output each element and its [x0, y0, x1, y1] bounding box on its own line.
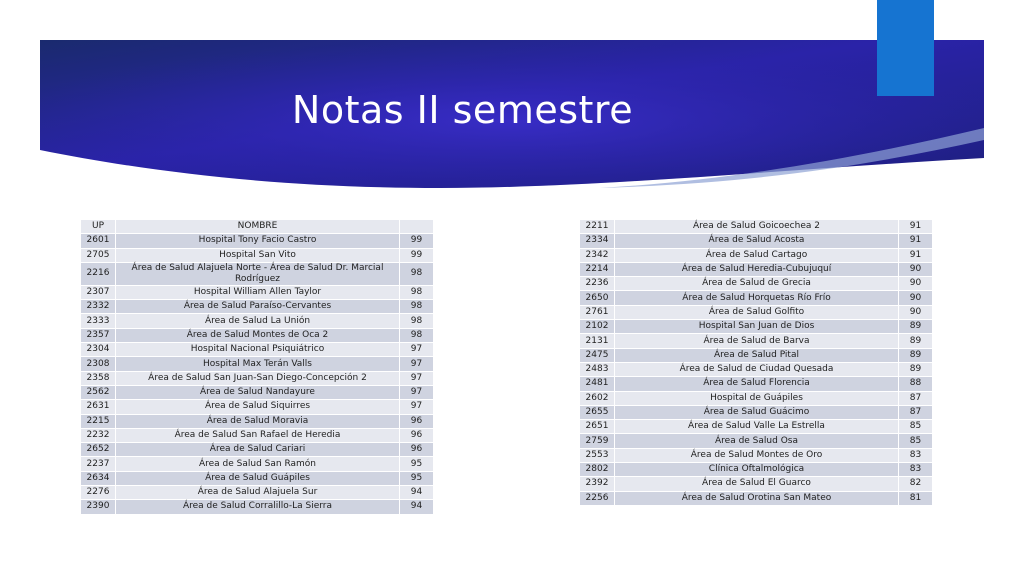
- name-cell: Área de Salud Alajuela Sur: [116, 486, 400, 500]
- table-row: [81, 443, 434, 457]
- up-cell: 2655: [580, 405, 615, 419]
- up-cell: 2232: [81, 428, 116, 442]
- up-cell: 2475: [580, 348, 615, 362]
- grade-cell: 98: [400, 314, 434, 328]
- name-cell: Área de Salud Cartago: [615, 248, 899, 262]
- grade-cell: 90: [899, 305, 933, 319]
- table-row: [580, 434, 933, 448]
- up-cell: 2102: [580, 320, 615, 334]
- table-row: [580, 491, 933, 505]
- grade-cell: 97: [400, 385, 434, 399]
- grade-cell: 89: [899, 362, 933, 376]
- name-cell: Área de Salud Florencia: [615, 377, 899, 391]
- up-cell: 2390: [81, 500, 116, 514]
- up-cell: 2237: [81, 457, 116, 471]
- grade-cell: 94: [400, 500, 434, 514]
- table-row: [580, 377, 933, 391]
- table-row: [580, 477, 933, 491]
- grade-cell: 99: [400, 248, 434, 262]
- table-row: [81, 457, 434, 471]
- table-row: [81, 285, 434, 299]
- grade-cell: 99: [400, 234, 434, 248]
- grade-cell: 90: [899, 277, 933, 291]
- up-cell: 2214: [580, 262, 615, 276]
- grade-cell: 88: [899, 377, 933, 391]
- grade-cell: 85: [899, 420, 933, 434]
- name-cell: Hospital San Juan de Dios: [615, 320, 899, 334]
- grade-cell: 96: [400, 443, 434, 457]
- table-row: [580, 248, 933, 262]
- table-row: [81, 428, 434, 442]
- up-cell: 2631: [81, 400, 116, 414]
- up-cell: 2634: [81, 471, 116, 485]
- grade-cell: 98: [400, 285, 434, 299]
- name-cell: Área de Salud Heredia-Cubujuquí: [615, 262, 899, 276]
- name-cell: Hospital Nacional Psiquiátrico: [116, 343, 400, 357]
- up-cell: 2652: [81, 443, 116, 457]
- table-row: [580, 420, 933, 434]
- up-cell: 2481: [580, 377, 615, 391]
- name-cell: Área de Salud Acosta: [615, 234, 899, 248]
- grade-cell: 94: [400, 486, 434, 500]
- up-cell: 2705: [81, 248, 116, 262]
- table-row: [81, 486, 434, 500]
- table-row: [81, 400, 434, 414]
- up-cell: 2333: [81, 314, 116, 328]
- up-cell: 2392: [580, 477, 615, 491]
- name-cell: Área de Salud Montes de Oca 2: [116, 328, 400, 342]
- grade-cell: 83: [899, 448, 933, 462]
- table-row: [81, 328, 434, 342]
- grade-cell: 97: [400, 343, 434, 357]
- table-row: [81, 262, 434, 285]
- up-cell: 2256: [580, 491, 615, 505]
- grade-cell: 95: [400, 471, 434, 485]
- header-up-cell: UP: [81, 220, 116, 234]
- name-cell: Área de Salud Paraíso-Cervantes: [116, 300, 400, 314]
- table-row: [81, 371, 434, 385]
- name-cell: Área de Salud Orotina San Mateo: [615, 491, 899, 505]
- name-cell: Hospital San Vito: [116, 248, 400, 262]
- grade-cell: 89: [899, 334, 933, 348]
- up-cell: 2553: [580, 448, 615, 462]
- table-header-row: [81, 220, 434, 234]
- up-cell: 2307: [81, 285, 116, 299]
- table-row: [81, 385, 434, 399]
- up-cell: 2334: [580, 234, 615, 248]
- up-cell: 2131: [580, 334, 615, 348]
- grade-cell: 91: [899, 234, 933, 248]
- table-row: [81, 357, 434, 371]
- name-cell: Área de Salud Goicoechea 2: [615, 220, 899, 234]
- up-cell: 2651: [580, 420, 615, 434]
- name-cell: Área de Salud Montes de Oro: [615, 448, 899, 462]
- name-cell: Área de Salud de Grecia: [615, 277, 899, 291]
- table-row: [580, 348, 933, 362]
- up-cell: 2802: [580, 463, 615, 477]
- up-cell: 2332: [81, 300, 116, 314]
- grade-cell: 96: [400, 428, 434, 442]
- table-row: [580, 463, 933, 477]
- up-cell: 2602: [580, 391, 615, 405]
- table-row: [580, 391, 933, 405]
- grades-table-right-body: [580, 220, 933, 506]
- header-grade-cell: [400, 220, 434, 234]
- name-cell: Área de Salud Pital: [615, 348, 899, 362]
- grades-table-left-body: [81, 220, 434, 515]
- grade-cell: 83: [899, 463, 933, 477]
- grades-table-left: [80, 219, 434, 515]
- grade-cell: 97: [400, 400, 434, 414]
- grade-cell: 97: [400, 371, 434, 385]
- up-cell: 2216: [81, 262, 116, 285]
- up-cell: 2215: [81, 414, 116, 428]
- grade-cell: 98: [400, 328, 434, 342]
- grade-cell: 89: [899, 320, 933, 334]
- up-cell: 2650: [580, 291, 615, 305]
- grade-cell: 98: [400, 262, 434, 285]
- grade-cell: 91: [899, 248, 933, 262]
- grade-cell: 90: [899, 291, 933, 305]
- name-cell: Área de Salud Moravia: [116, 414, 400, 428]
- grade-cell: 97: [400, 357, 434, 371]
- table-row: [580, 320, 933, 334]
- table-row: [580, 262, 933, 276]
- table-row: [580, 305, 933, 319]
- header-name-cell: NOMBRE: [116, 220, 400, 234]
- name-cell: Área de Salud Siquirres: [116, 400, 400, 414]
- table-row: [580, 405, 933, 419]
- name-cell: Área de Salud Nandayure: [116, 385, 400, 399]
- name-cell: Área de Salud Golfito: [615, 305, 899, 319]
- up-cell: 2562: [81, 385, 116, 399]
- up-cell: 2304: [81, 343, 116, 357]
- name-cell: Área de Salud Horquetas Río Frío: [615, 291, 899, 305]
- table-row: [580, 334, 933, 348]
- table-row: [580, 277, 933, 291]
- grade-cell: 89: [899, 348, 933, 362]
- up-cell: 2601: [81, 234, 116, 248]
- name-cell: Área de Salud San Ramón: [116, 457, 400, 471]
- name-cell: Clínica Oftalmológica: [615, 463, 899, 477]
- name-cell: Área de Salud de Ciudad Quesada: [615, 362, 899, 376]
- up-cell: 2358: [81, 371, 116, 385]
- grade-cell: 87: [899, 405, 933, 419]
- name-cell: Área de Salud Alajuela Norte - Área de Salud Dr. Marcial Rodríguez: [116, 262, 400, 285]
- name-cell: Área de Salud Guápiles: [116, 471, 400, 485]
- up-cell: 2276: [81, 486, 116, 500]
- name-cell: Hospital de Guápiles: [615, 391, 899, 405]
- name-cell: Hospital Tony Facio Castro: [116, 234, 400, 248]
- up-cell: 2357: [81, 328, 116, 342]
- table-row: [580, 362, 933, 376]
- table-row: [81, 471, 434, 485]
- name-cell: Área de Salud de Barva: [615, 334, 899, 348]
- grade-cell: 98: [400, 300, 434, 314]
- name-cell: Área de Salud El Guarco: [615, 477, 899, 491]
- up-cell: 2759: [580, 434, 615, 448]
- up-cell: 2211: [580, 220, 615, 234]
- table-row: [81, 314, 434, 328]
- table-row: [81, 248, 434, 262]
- grades-table-right: [579, 219, 933, 506]
- table-row: [81, 343, 434, 357]
- grade-cell: 81: [899, 491, 933, 505]
- grade-cell: 87: [899, 391, 933, 405]
- table-row: [81, 234, 434, 248]
- table-row: [580, 234, 933, 248]
- grade-cell: 95: [400, 457, 434, 471]
- name-cell: Hospital Max Terán Valls: [116, 357, 400, 371]
- name-cell: Área de Salud San Juan-San Diego-Concepción 2: [116, 371, 400, 385]
- table-row: [580, 448, 933, 462]
- page-title: Notas II semestre: [291, 88, 634, 132]
- name-cell: Área de Salud Corralillo-La Sierra: [116, 500, 400, 514]
- name-cell: Área de Salud La Unión: [116, 314, 400, 328]
- name-cell: Área de Salud San Rafael de Heredia: [116, 428, 400, 442]
- grade-cell: 90: [899, 262, 933, 276]
- up-cell: 2483: [580, 362, 615, 376]
- up-cell: 2761: [580, 305, 615, 319]
- name-cell: Área de Salud Valle La Estrella: [615, 420, 899, 434]
- table-row: [81, 500, 434, 514]
- table-row: [580, 291, 933, 305]
- accent-tab: [877, 0, 934, 96]
- up-cell: 2308: [81, 357, 116, 371]
- table-row: [81, 414, 434, 428]
- up-cell: 2342: [580, 248, 615, 262]
- name-cell: Hospital William Allen Taylor: [116, 285, 400, 299]
- up-cell: 2236: [580, 277, 615, 291]
- grade-cell: 85: [899, 434, 933, 448]
- name-cell: Área de Salud Guácimo: [615, 405, 899, 419]
- grade-cell: 91: [899, 220, 933, 234]
- name-cell: Área de Salud Cariari: [116, 443, 400, 457]
- table-row: [580, 220, 933, 234]
- name-cell: Área de Salud Osa: [615, 434, 899, 448]
- grade-cell: 82: [899, 477, 933, 491]
- grade-cell: 96: [400, 414, 434, 428]
- table-row: [81, 300, 434, 314]
